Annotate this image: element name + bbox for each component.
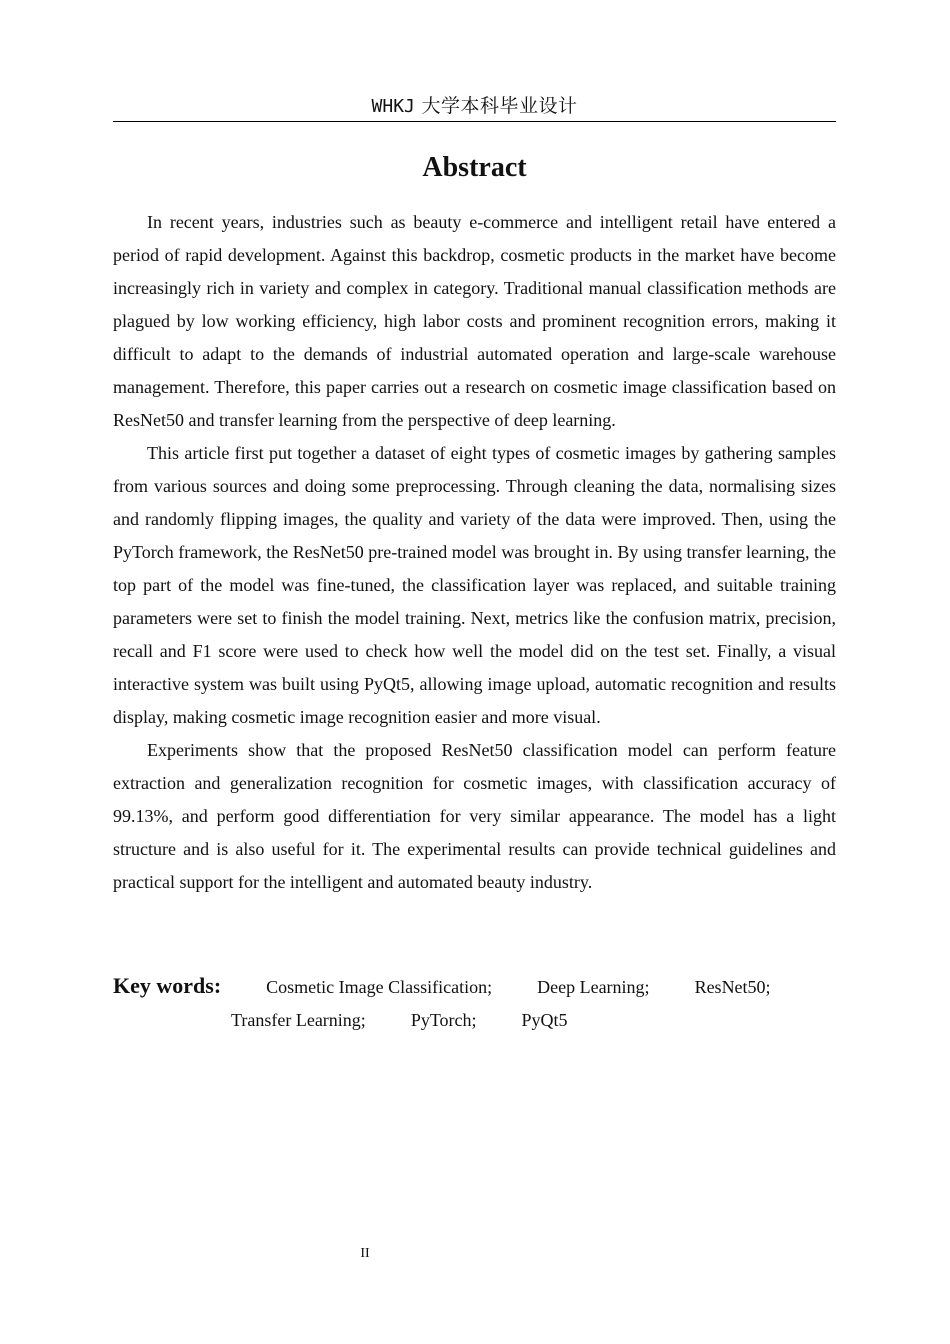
page-number: II bbox=[360, 1246, 370, 1261]
abstract-paragraph-3: Experiments show that the proposed ResNet50 classification model can perform feature extraction and generalization recognition for cosmetic images, with classification accuracy of 99.13%, and perform good differentiation for very similar appearance. The model has a light structure and is also useful for it. The experimental results can provide technical guidelines and practical support for the intelligent and automated beauty industry. bbox=[113, 740, 836, 892]
keyword-item: Transfer Learning; bbox=[231, 1010, 366, 1030]
keyword-item: PyTorch; bbox=[410, 1010, 477, 1030]
keywords-block bbox=[113, 969, 836, 1037]
running-header bbox=[113, 92, 836, 120]
header-cjk-text: 大学本科毕业设计 bbox=[421, 95, 578, 117]
keywords-label: Key words: bbox=[113, 973, 222, 998]
header-latin-text: WHKJ bbox=[371, 96, 415, 117]
abstract-title: Abstract bbox=[422, 152, 527, 183]
abstract-body bbox=[113, 206, 836, 899]
keyword-item: Cosmetic Image Classification; bbox=[266, 977, 493, 997]
keyword-item: Deep Learning; bbox=[537, 977, 650, 997]
header-rule bbox=[113, 121, 836, 122]
keyword-item: ResNet50; bbox=[694, 977, 771, 997]
abstract-paragraph-2: This article first put together a dataset of eight types of cosmetic images by gathering samples from various sources and doing some preprocessing. Through cleaning the data, normalising sizes and randomly flipping images, the quality and variety of the data were improved. Then, using the PyTorch framework, the ResNet50 pre-trained model was brought in. By using transfer learning, the top part of the model was fine-tuned, the classification layer was replaced, and suitable training parameters were set to finish the model training. Next, metrics like the confusion matrix, precision, recall and F1 score were used to check how well the model did on the test set. Finally, a visual interactive system was built using PyQt5, allowing image upload, automatic recognition and results display, making cosmetic image recognition easier and more visual. bbox=[113, 443, 836, 727]
abstract-paragraph-1: In recent years, industries such as beauty e-commerce and intelligent retail have entered a period of rapid development. Against this backdrop, cosmetic products in the market have become increasingly rich in variety and complex in category. Traditional manual classification methods are plagued by low working efficiency, high labor costs and prominent recognition errors, making it difficult to adapt to the demands of industrial automated operation and large-scale warehouse management. Therefore, this paper carries out a research on cosmetic image classification based on ResNet50 and transfer learning from the perspective of deep learning. bbox=[113, 212, 836, 430]
keyword-item: PyQt5 bbox=[521, 1010, 568, 1030]
